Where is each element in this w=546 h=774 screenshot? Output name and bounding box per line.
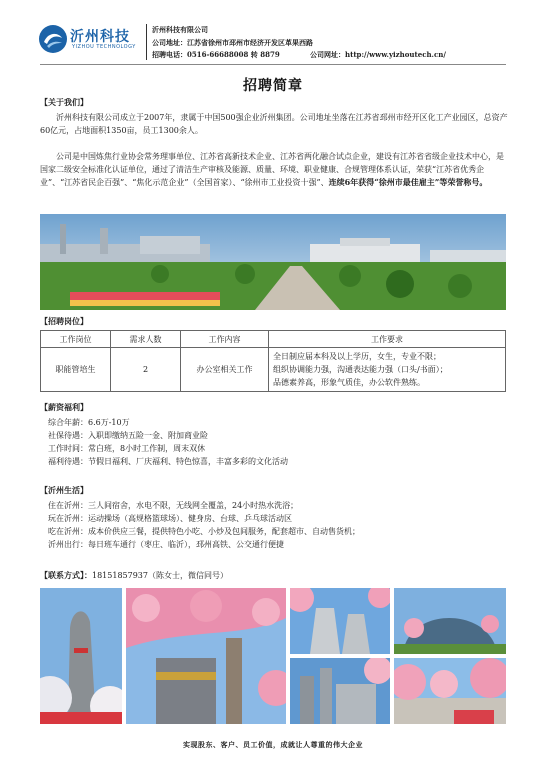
- life-value: 成本价供应三餐，提供特色小吃、小炒及包间服务，配套超市、自动售货机；: [88, 527, 360, 536]
- contact-label: 【联系方式】：: [40, 570, 92, 580]
- header-position: 工作岗位: [41, 331, 111, 348]
- life-list: [40, 499, 360, 551]
- logo-text-cn: 沂州科技: [70, 29, 130, 45]
- header-count: 需求人数: [111, 331, 181, 348]
- salary-key: 社保待遇：: [48, 431, 88, 440]
- about-section-label: 【关于我们】: [40, 97, 88, 107]
- list-item: [40, 455, 288, 468]
- job-table: [40, 330, 506, 392]
- header-company-name: 沂州科技有限公司: [152, 25, 208, 34]
- gallery-photo-stadium: [394, 588, 506, 654]
- gallery-photo-factory: [290, 658, 390, 724]
- header-phone: 招聘电话：0516-66688008 转 8879: [152, 50, 280, 59]
- jobs-section-label: 【招聘岗位】: [40, 316, 88, 326]
- job-position: 职能管培生: [41, 348, 111, 392]
- header-content: 工作内容: [181, 331, 269, 348]
- table-row: [41, 348, 506, 392]
- job-content: 办公室相关工作: [181, 348, 269, 392]
- list-item: [40, 499, 360, 512]
- salary-key: 福利待遇：: [48, 457, 88, 466]
- company-logo: [38, 24, 136, 54]
- life-value: 三人间宿舍，水电不限，无线网全覆盖，24小时热水洗浴；: [88, 501, 299, 510]
- life-section-label: 【沂州生活】: [40, 485, 88, 495]
- salary-key: 工作时间：: [48, 444, 88, 453]
- list-item: [40, 538, 360, 551]
- list-item: [40, 442, 288, 455]
- about-paragraph-2: [40, 150, 508, 189]
- salary-list: [40, 416, 288, 468]
- salary-value: 入职即缴纳五险一金、附加商业险: [88, 431, 208, 440]
- gallery-photo-boulevard: [394, 658, 506, 724]
- salary-value: 节假日福利、厂庆福利、特色惊喜，丰富多彩的文化活动: [88, 457, 288, 466]
- header-divider: [146, 24, 147, 60]
- gallery-photo-monument: [40, 588, 122, 724]
- list-item: [40, 429, 288, 442]
- life-value: 运动操场（高规格篮球场）、健身房、台球、乒乓球活动区: [88, 514, 292, 523]
- footer-slogan: 实现股东、客户、员工价值，成就让人尊重的伟大企业: [183, 740, 363, 749]
- about-paragraph-1: 沂州科技有限公司成立于2007年，隶属于中国500强企业沂州集团。公司地址坐落在江苏省邳州市经开区化工产业园区，总资产60亿元，占地面积1350亩，员工1300余人。: [40, 113, 508, 135]
- life-key: 沂州出行：: [48, 540, 88, 549]
- about-paragraph-2-text: 公司是中国炼焦行业协会常务理事单位、江苏省高新技术企业、江苏省两化融合试点企业，建设有江苏省省级企业技术中心，是国家二级安全标准化认证单位，通过了清洁生产审核及能源、质量、环境、职业健康、合规管理体系认证，荣获“江苏省优秀企业”、“江苏省民企百强”、“焦化示范企业”（全国首家）、“徐州市工业投资十强”、: [40, 152, 504, 187]
- life-key: 吃在沂州：: [48, 527, 88, 536]
- life-key: 住在沂州：: [48, 501, 88, 510]
- salary-section-label: 【薪资福利】: [40, 402, 88, 412]
- requirement-2: 组织协调能力强，沟通表达能力强（口头/书面）；: [273, 365, 448, 374]
- page-title: 招聘简章: [243, 78, 303, 94]
- salary-value: 常白班，8小时工作制，周末双休: [88, 444, 206, 453]
- header-requirements: 工作要求: [269, 331, 506, 348]
- job-table-header-row: [41, 331, 506, 348]
- campus-photo: [40, 214, 506, 310]
- gallery-photo-towers: [290, 588, 390, 654]
- salary-key: 综合年薪：: [48, 418, 88, 427]
- header-address: 公司地址：江苏省徐州市邳州市经济开发区革果西路: [152, 38, 313, 47]
- requirement-1: 全日制应届本科及以上学历，女生，专业不限；: [273, 352, 441, 361]
- contact-value: 18151857937（陈女士，微信同号）: [92, 571, 228, 580]
- gallery-photo-blossom-plant: [126, 588, 286, 724]
- life-key: 玩在沂州：: [48, 514, 88, 523]
- list-item: [40, 416, 288, 429]
- job-count: 2: [111, 348, 181, 392]
- list-item: [40, 512, 360, 525]
- logo-text-en: YIZHOU TECHNOLOGY: [72, 44, 136, 50]
- logo-mark-icon: [38, 24, 68, 54]
- job-requirements: [269, 348, 506, 392]
- header-website: 公司网址：http://www.yizhoutech.cn/: [310, 50, 446, 59]
- life-value: 每日班车通行（枣庄、临沂），邳州高铁、公交通行便捷: [88, 540, 284, 549]
- about-paragraph-2-bold: 连续6年获得“徐州市最佳雇主”等荣誉称号。: [328, 177, 488, 187]
- list-item: [40, 525, 360, 538]
- salary-value: 6.6万-10万: [88, 418, 130, 427]
- contact-line: [40, 570, 228, 581]
- header-rule: [40, 64, 506, 65]
- requirement-3: 品德素养高，形象气质佳，办公软件熟练。: [273, 378, 425, 387]
